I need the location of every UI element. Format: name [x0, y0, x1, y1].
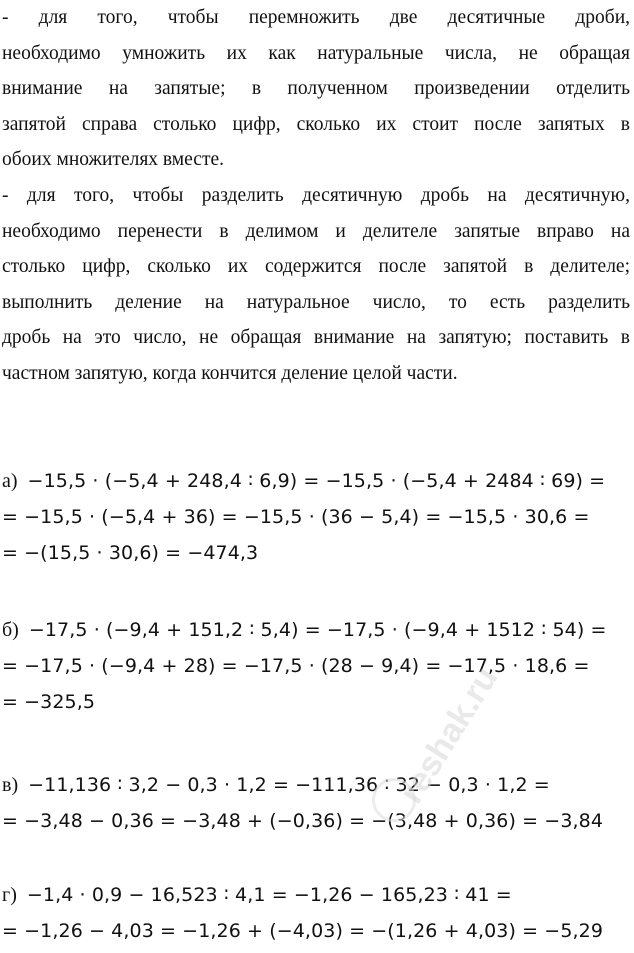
- math-expression: = −15,5 · (−5,4 + 36) = −15,5 · (36 − 5,4) = −15,5 · 30,6 =: [2, 506, 590, 528]
- watermark-text: reshak.ru: [392, 660, 506, 811]
- math-expression: = −(15,5 · 30,6) = −474,3: [2, 542, 259, 564]
- text-line: необходимо умножить их как натуральные числа, не обращая: [2, 42, 630, 64]
- math-expression: = −3,48 − 0,36 = −3,48 + (−0,36) = −(3,48 + 0,36) = −3,84: [2, 810, 604, 832]
- solution-label: а): [2, 470, 18, 492]
- text-line: внимание на запятые; в полученном произведении отделить: [2, 78, 630, 100]
- math-expression: −15,5 · (−5,4 + 248,4 ∶ 6,9) = −15,5 · (−5,4 + 2484 ∶ 69) =: [27, 470, 606, 492]
- math-expression: −11,136 ∶ 3,2 − 0,3 · 1,2 = −111,36 ∶ 32 − 0,3 · 1,2 =: [28, 774, 550, 796]
- solution-line: [2, 913, 632, 949]
- math-expression: = −1,26 − 4,03 = −1,26 + (−4,03) = −(1,26 + 4,03) = −5,29: [2, 920, 604, 942]
- text-line: обоих множителях вместе.: [2, 149, 224, 171]
- text-line: дробь на это число, не обращая внимание на запятую; поставить в: [2, 327, 630, 349]
- text-line: столько цифр, сколько их содержится после запятой в делителе;: [2, 256, 630, 278]
- text-line: выполнить деление на натуральное число, то есть разделить: [2, 291, 630, 313]
- solution-line: [2, 648, 632, 684]
- solution-line: [2, 463, 632, 499]
- text-line: - для того, чтобы перемножить две десятичные дроби,: [2, 7, 630, 28]
- solution-g: [2, 877, 632, 949]
- solution-line: [2, 684, 632, 720]
- solution-a: [2, 463, 632, 571]
- math-expression: −17,5 · (−9,4 + 151,2 ∶ 5,4) = −17,5 · (−9,4 + 1512 ∶ 54) =: [28, 619, 607, 641]
- solution-label: г): [2, 884, 17, 906]
- solution-label: б): [2, 619, 19, 641]
- text-line: запятой справа столько цифр, сколько их стоит после запятых в: [2, 113, 630, 135]
- math-expression: = −17,5 · (−9,4 + 28) = −17,5 · (28 − 9,4) = −17,5 · 18,6 =: [2, 655, 590, 677]
- text-line: частном запятую, когда кончится деление целой части.: [2, 362, 458, 384]
- solution-line: [2, 535, 632, 571]
- solution-line: [2, 803, 632, 839]
- text-line: - для того, чтобы разделить десятичную дробь на десятичную,: [2, 185, 630, 206]
- solution-line: [2, 767, 632, 803]
- solution-v: [2, 767, 632, 839]
- solution-line: [2, 612, 632, 648]
- math-expression: −1,4 · 0,9 − 16,523 ∶ 4,1 = −1,26 − 165,23 ∶ 41 =: [26, 884, 512, 906]
- rule-multiply-paragraph: [2, 0, 630, 178]
- solution-label: в): [2, 774, 19, 796]
- solution-line: [2, 877, 632, 913]
- solution-b: [2, 612, 632, 720]
- math-expression: = −325,5: [2, 691, 96, 713]
- solution-line: [2, 499, 632, 535]
- text-line: необходимо перенести в делимом и делителе запятые вправо на: [2, 220, 630, 242]
- rule-divide-paragraph: [2, 178, 630, 392]
